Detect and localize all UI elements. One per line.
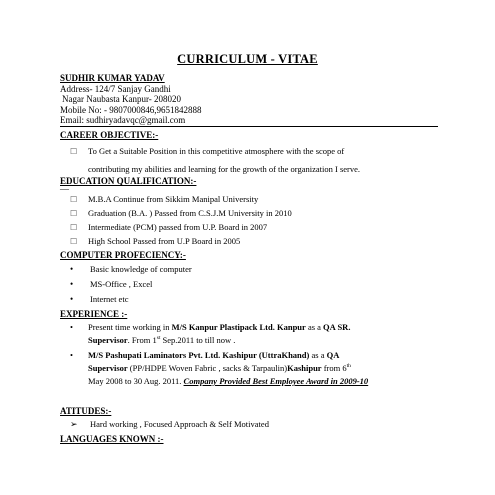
education-marker: — bbox=[60, 184, 69, 194]
checkbox-bullet-icon: ☐ bbox=[70, 223, 78, 232]
arrow-bullet-icon: ➢ bbox=[70, 419, 78, 429]
career-objective-heading: CAREER OBJECTIVE:- bbox=[60, 130, 159, 140]
mobile-line: Mobile No: - 9807000846,9651842888 bbox=[60, 104, 202, 115]
attitudes-heading: ATITUDES:- bbox=[60, 406, 112, 416]
computer-item: • Internet etc bbox=[70, 294, 129, 304]
document-title: CURRICULUM - VITAE bbox=[177, 52, 318, 66]
address-line-2: Nagar Naubasta Kanpur- 208020 bbox=[62, 94, 182, 104]
dot-bullet-icon: • bbox=[70, 322, 73, 332]
experience-job-2: M/S Pashupati Laminators Pvt. Ltd. Kashipur (UttraKhand) as a QA Supervisor (PP/HDPE Woven Fabric , sacks & Tarpaulin)Kashipur from 6th May 2008 to 30 Aug. 2011. Company Provided Best Employee Award in 2009-10 bbox=[88, 350, 369, 386]
career-objective-line-1: ☐ To Get a Suitable Position in this competitive atmosphere with the scope of bbox=[70, 146, 345, 156]
address-line-1: Address- 124/7 Sanjay Gandhi bbox=[60, 83, 171, 94]
dot-bullet-icon: • bbox=[70, 279, 74, 289]
education-heading: EDUCATION QUALIFICATION:- bbox=[60, 176, 197, 186]
computer-proficiency-heading: COMPUTER PROFECIENCY:- bbox=[60, 250, 186, 260]
checkbox-bullet-icon: ☐ bbox=[70, 195, 78, 204]
career-objective-line-2: contributing my abilities and learning for the growth of the organization I serve. bbox=[88, 164, 361, 174]
computer-item: • Basic knowledge of computer bbox=[70, 264, 192, 274]
dot-bullet-icon: • bbox=[70, 350, 73, 360]
computer-item: • MS-Office , Excel bbox=[70, 279, 153, 289]
education-item: ☐ M.B.A Continue from Sikkim Manipal University bbox=[70, 194, 259, 204]
checkbox-bullet-icon: ☐ bbox=[70, 209, 78, 218]
top-divider bbox=[60, 126, 438, 127]
attitude-item: ➢ Hard working , Focused Approach & Self Motivated bbox=[70, 419, 269, 429]
email-line: Email: sudhiryadavqc@gmail.com bbox=[60, 115, 186, 125]
experience-job-1: Present time working in M/S Kanpur Plastipack Ltd. Kanpur as a QA SR. Supervisor. From 1st Sep.2011 to till now . bbox=[88, 322, 351, 345]
award-text: Company Provided Best Employee Award in 2009-10 bbox=[183, 376, 369, 386]
experience-heading: EXPERIENCE :- bbox=[60, 309, 128, 319]
education-item: ☐ High School Passed from U.P Board in 2005 bbox=[70, 236, 241, 246]
education-item: ☐ Intermediate (PCM) passed from U.P. Board in 2007 bbox=[70, 222, 268, 232]
checkbox-bullet-icon: ☐ bbox=[70, 237, 78, 246]
dot-bullet-icon: • bbox=[70, 264, 74, 274]
checkbox-bullet-icon: ☐ bbox=[70, 147, 78, 156]
education-item: ☐ Graduation (B.A. ) Passed from C.S.J.M University in 2010 bbox=[70, 208, 292, 218]
dot-bullet-icon: • bbox=[70, 294, 74, 304]
candidate-name: SUDHIR KUMAR YADAV bbox=[60, 73, 165, 83]
contact-block bbox=[60, 73, 202, 126]
languages-heading: LANGUAGES KNOWN :- bbox=[60, 434, 164, 444]
